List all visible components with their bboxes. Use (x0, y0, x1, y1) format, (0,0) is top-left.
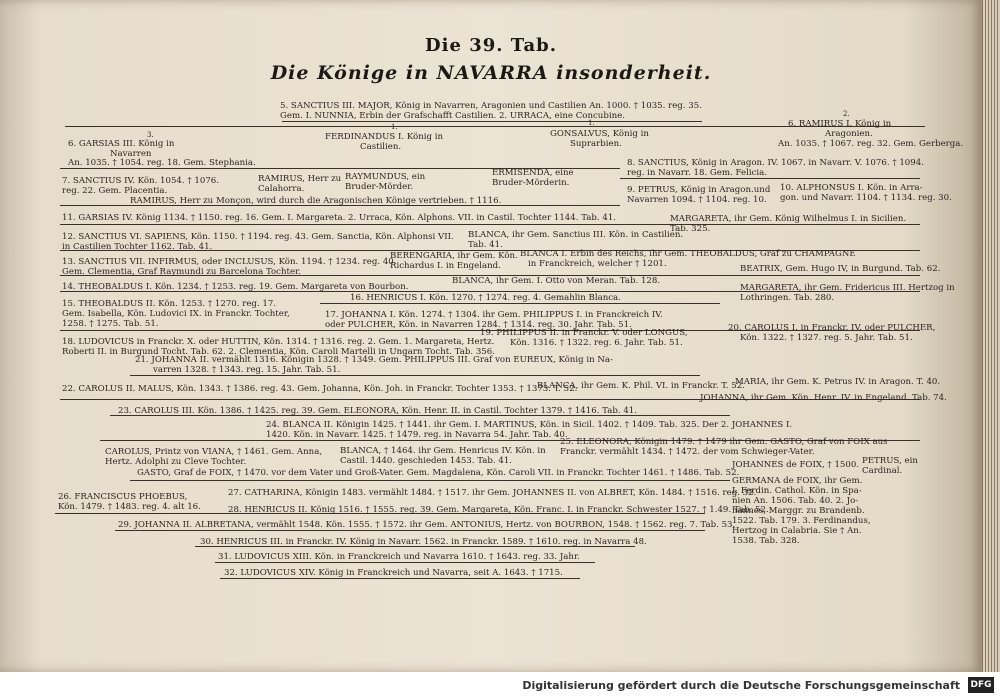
genealogy-entry: Calahorra. (258, 184, 305, 194)
genealogy-entry: 19. PHILIPPUS II. in Franckr. V. oder LONGUS, (480, 328, 688, 338)
genealogy-entry: JOHANNES de FOIX, † 1500. (732, 460, 860, 470)
genealogy-entry: Lothringen. Tab. 280. (740, 293, 835, 303)
genealogy-entry: Bruder-Mörderin. (492, 178, 570, 188)
genealogy-entry: 20. CAROLUS I. in Franckr. IV. oder PULCHER, (728, 323, 936, 333)
genealogy-entry: Tab. 41. (468, 240, 503, 250)
genealogy-entry: 23. CAROLUS III. Kön. 1386. † 1425. reg. 39. Gem. ELEONORA, Kön. Henr. II. in Castil. Tochter 1379. † 1416. Tab. 41. (118, 406, 637, 416)
rule (320, 303, 720, 304)
genealogy-entry: 32. LUDOVICUS XIV. König in Franckreich und Navarra, seit A. 1643. † 1715. (224, 568, 563, 578)
genealogy-entry: in Castilien Tochter 1162. Tab. 41. (62, 242, 213, 252)
genealogy-entry: Aragonien. (825, 129, 873, 139)
genealogy-entry: Hertzog in Calabria. Sie † An. (732, 526, 862, 536)
genealogy-entry: reg. in Navarr. 18. Gem. Felicia. (627, 168, 767, 178)
genealogy-entry: BEATRIX, Gem. Hugo IV, in Burgund. Tab. 62. (740, 264, 941, 274)
genealogy-entry: Tab. 325. (670, 224, 711, 234)
genealogy-entry: oder PULCHER, Kön. in Navarren 1284. † 1314. reg. 30. Jahr. Tab. 51. (325, 320, 632, 330)
genealogy-entry: Gem. Clementia, Graf Raymundi zu Barcelona Tochter. (62, 267, 301, 277)
generation-marker: 1. (588, 119, 595, 127)
genealogy-entry: GERMANA de FOIX, ihr Gem. (732, 476, 863, 486)
genealogy-entry: in Franckreich, welcher † 1201. (528, 259, 667, 269)
genealogy-entry: 18. LUDOVICUS in Franckr. X. oder HUTTIN, Kön. 1314. † 1316. reg. 2. Gem. 1. Margareta, Hertz. (62, 337, 495, 347)
genealogy-entry: 27. CATHARINA, Königin 1483. vermählt 1484. † 1517. ihr Gem. JOHANNES II. von ALBRET, Kön. 1484. † 1516. reg. 32. (228, 488, 757, 498)
genealogy-entry: GASTO, Graf de FOIX, † 1470. vor dem Vater und Groß-Vater. Gem. Magdalena, Kön. Caroli VII. in Franckr. Tochter 1461. † 1486. Tab. 52. (137, 468, 740, 478)
genealogy-entry: 5. SANCTIUS III. MAJOR, König in Navarren, Aragonien und Castilien An. 1000. † 1035. reg. 35. (280, 101, 702, 111)
genealogy-entry: Kön. 1316. † 1322. reg. 6. Jahr. Tab. 51. (510, 338, 683, 348)
genealogy-entry: MARIA, ihr Gem. K. Petrus IV. in Aragon. T. 40. (735, 377, 941, 387)
genealogy-entry: 6. GARSIAS III. König in (68, 139, 175, 149)
generation-marker: 2. (843, 110, 850, 118)
genealogy-entry: hannes, Marggr. zu Brandenb. (732, 506, 865, 516)
genealogy-entry: 15. THEOBALDUS II. Kön. 1253. † 1270. reg. 17. (62, 299, 277, 309)
genealogy-entry: 31. LUDOVICUS XIII. Kön. in Franckreich und Navarra 1610. † 1643. reg. 33. Jahr. (218, 552, 580, 562)
genealogy-entry: Hertz. Adolphi zu Cleve Tochter. (105, 457, 247, 467)
genealogy-entry: 17. JOHANNA I. Kön. 1274. † 1304. ihr Gem. PHILIPPUS I. in Franckreich IV. (325, 310, 663, 320)
genealogy-entry: 25. ELEONORA, Königin 1479. † 1479 ihr Gem. GASTO, Graf von FOIX aus (560, 437, 888, 447)
genealogy-entry: I. Ferdin. Cathol. Kön. in Spa- (732, 486, 862, 496)
generation-marker: 3. (147, 131, 154, 139)
rule (620, 178, 920, 179)
rule (220, 578, 580, 579)
genealogy-entry: BLANCA, ihr Gem. Sanctius III. Kön. in Castilien. (468, 230, 684, 240)
page-title: Die 39. Tab. (425, 35, 557, 56)
genealogy-entry: MARGARETA, ihr Gem. König Wilhelmus I. in Sicilien. (670, 214, 907, 224)
genealogy-entry: BLANCA, † 1464. ihr Gem. Henricus IV. Kön. in (340, 446, 546, 456)
genealogy-entry: BLANCA, ihr Gem. I. Otto von Meran. Tab. 128. (452, 276, 661, 286)
genealogy-entry: Castilien. (360, 142, 402, 152)
genealogy-entry: Franckr. vermählt 1434. † 1472. der vom Schwieger-Vater. (560, 447, 815, 457)
genealogy-entry: Cardinal. (862, 466, 903, 476)
genealogy-entry: Roberti II. in Burgund Tocht. Tab. 62. 2. Clementia, Kön. Caroli Martelli in Ungarn Tocht. Tab. 356. (62, 347, 495, 357)
genealogy-entry: 1258. † 1275. Tab. 51. (62, 319, 159, 329)
genealogy-entry: 21. JOHANNA II. vermählt 1316. Königin 1328. † 1349. Gem. PHILIPPUS III. Graf von EUREUX, König in Na- (135, 355, 613, 365)
genealogy-entry: reg. 22. Gem. Placentia. (62, 186, 168, 196)
rule (115, 530, 705, 531)
genealogy-entry: Kön. 1479. † 1483. reg. 4. alt 16. (58, 502, 201, 512)
genealogy-entry: 6. RAMIRUS I. König in (788, 119, 892, 129)
genealogy-entry: RAMIRUS, Herr zu Monçon, wird durch die Aragonischen Könige vertrieben. † 1116. (130, 196, 502, 206)
genealogy-entry: Bruder-Mörder. (345, 182, 414, 192)
page-subtitle: Die Könige in NAVARRA insonderheit. (270, 62, 712, 84)
genealogy-entry: Gem. Isabella, Kön. Ludovici IX. in Franckr. Tochter, (62, 309, 290, 319)
genealogy-entry: An. 1035. † 1054. reg. 18. Gem. Stephania. (68, 158, 256, 168)
genealogy-entry: 13. SANCTIUS VII. INFIRMUS, oder INCLUSUS, Kön. 1194. † 1234. reg. 40. (62, 257, 397, 267)
genealogy-entry: ERMISENDA, eine (492, 168, 574, 178)
genealogy-entry: MARGARETA, ihr Gem. Fridericus III. Hertzog in (740, 283, 955, 293)
genealogy-entry: 29. JOHANNA II. ALBRETANA, vermählt 1548. Kön. 1555. † 1572. ihr Gem. ANTONIUS, Hertz. von BOURBON, 1548. † 1562. reg. 7. Tab. 53. (118, 520, 736, 530)
genealogy-entry: 30. HENRICUS III. in Franckr. IV. König in Navarr. 1562. in Franckr. 1589. † 1610. reg. in Navarra 48. (200, 537, 647, 547)
rule (215, 562, 595, 563)
genealogy-entry: Richardus I. in Engeland. (390, 261, 501, 271)
rule (60, 224, 920, 225)
genealogy-entry: CAROLUS, Printz von VIANA, † 1461. Gem. Anna, (105, 447, 323, 457)
genealogy-entry: 9. PETRUS, König in Aragon.und (627, 185, 771, 195)
genealogy-entry: 7. SANCTIUS IV. Kön. 1054. † 1076. (62, 176, 219, 186)
footer-credit: Digitalisierung gefördert durch die Deutsche Forschungsgemeinschaft (522, 679, 960, 692)
rule (130, 375, 700, 376)
genealogy-entry: FERDINANDUS I. König in (325, 132, 444, 142)
footer-bar (0, 672, 1000, 699)
genealogy-entry: 12. SANCTIUS VI. SAPIENS, Kön. 1150. † 1194. reg. 43. Gem. Sanctia, Kön. Alphonsi VII. (62, 232, 454, 242)
genealogy-entry: 16. HENRICUS I. Kön. 1270. † 1274. reg. 4. Gemahlin Blanca. (350, 293, 621, 303)
genealogy-entry: Navarren 1094. † 1104. reg. 10. (627, 195, 767, 205)
genealogy-entry: BLANCA I. Erbin des Reichs, ihr Gem. THEOBALDUS, Graf zu CHAMPAGNE (520, 249, 856, 259)
genealogy-entry: 14. THEOBALDUS I. Kön. 1234. † 1253. reg. 19. Gem. Margareta von Bourbon. (62, 282, 409, 292)
genealogy-entry: 10. ALPHONSUS I. Kön. in Arra- (780, 183, 923, 193)
genealogy-entry: BERENGARIA, ihr Gem. Kön. (390, 251, 518, 261)
genealogy-entry: Castil. 1440. geschieden 1453. Tab. 41. (340, 456, 513, 466)
genealogy-entry: RAYMUNDUS, ein (345, 172, 426, 182)
genealogy-entry: An. 1035. † 1067. reg. 32. Gem. Gerberga. (778, 139, 964, 149)
genealogy-entry: 24. BLANCA II. Königin 1425. † 1441. ihr Gem. I. MARTINUS, Kön. in Sicil. 1402. † 1409. Tab. 325. Der 2. JOHANNES I. (266, 420, 793, 430)
genealogy-entry: 1420. Kön. in Navarr. 1425. † 1479. reg. in Navarra 54. Jahr. Tab. 40. (266, 430, 568, 440)
genealogy-entry: BLANCA, ihr Gem. K. Phil. VI. in Franckr. T. 52. (537, 381, 745, 391)
genealogy-entry: JOHANNA, ihr Gem. Kön. Henr. IV. in Engeland. Tab. 74. (700, 393, 947, 403)
page-edge (982, 0, 1000, 672)
genealogy-entry: 1522. Tab. 179. 3. Ferdinandus, (732, 516, 871, 526)
genealogy-entry: nien An. 1506. Tab. 40. 2. Jo- (732, 496, 859, 506)
rule (282, 121, 702, 122)
genealogy-entry: 8. SANCTIUS, König in Aragon. IV. 1067. in Navarr. V. 1076. † 1094. (627, 158, 924, 168)
generation-marker: 1. (391, 123, 398, 131)
genealogy-entry: Kön. 1322. † 1327. reg. 5. Jahr. Tab. 51. (740, 333, 913, 343)
genealogy-entry: GONSALVUS, König in (550, 129, 649, 139)
genealogy-entry: Suprarbien. (570, 139, 622, 149)
genealogy-entry: Navarren (110, 149, 152, 159)
genealogy-entry: 11. GARSIAS IV. König 1134. † 1150. reg. 16. Gem. I. Margareta. 2. Urraca, Kön. Alphons. VII. in Castil. Tochter 1144. Tab. 41. (62, 213, 617, 223)
genealogy-entry: 28. HENRICUS II. König 1516. † 1555. reg. 39. Gem. Margareta, Kön. Franc. I. in Franckr. Schwester 1527. † 1.49. Tab. 52. (228, 505, 769, 515)
genealogy-entry: gon. und Navarr. 1104. † 1134. reg. 30. (780, 193, 952, 203)
genealogy-entry: Gem. I. NUNNIA, Erbin der Grafschafft Castilien. 2. URRACA, eine Concubine. (280, 111, 625, 121)
genealogy-entry: 1538. Tab. 328. (732, 536, 800, 546)
genealogy-entry: 22. CAROLUS II. MALUS, Kön. 1343. † 1386. reg. 43. Gem. Johanna, Kön. Joh. in Franckr. Tochter 1353. † 1373. T. 52. (62, 384, 578, 394)
rule (130, 480, 730, 481)
genealogy-entry: varren 1328. † 1343. reg. 15. Jahr. Tab. 51. (153, 365, 341, 375)
dfg-logo: DFG (968, 677, 994, 693)
genealogy-entry: RAMIRUS, Herr zu (258, 174, 342, 184)
genealogy-entry: PETRUS, ein (862, 456, 918, 466)
genealogy-entry: 26. FRANCISCUS PHOEBUS, (58, 492, 188, 502)
